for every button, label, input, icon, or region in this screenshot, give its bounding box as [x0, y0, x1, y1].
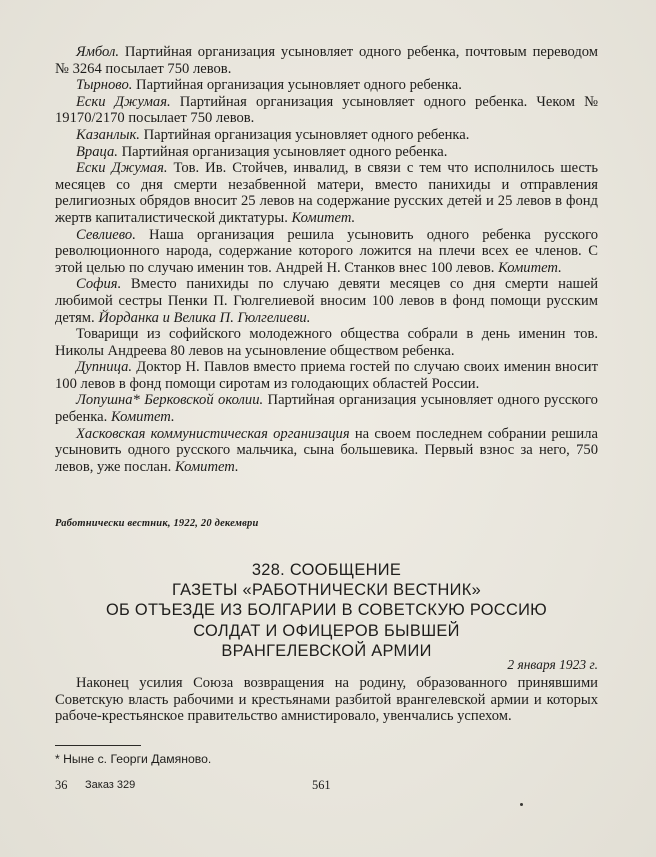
footnote: * Ныне с. Георги Дамяново. [55, 752, 212, 766]
print-speck [520, 803, 523, 806]
footnote-rule [55, 745, 141, 746]
place-name: Севлиево. [76, 226, 136, 243]
news-paragraph [55, 44, 598, 77]
news-paragraph [55, 94, 598, 127]
title-line-5: ВРАНГЕЛЕВСКОЙ АРМИИ [221, 641, 432, 660]
place-name: Ески Джумая. [76, 160, 168, 177]
paragraph-text: Тов. Ив. Стойчев, инвалид, в связи с тем что исполнилось шесть месяцев со дня смерти незабвенной матери, вместо панихиды и отправления религиозных обрядов вносит 25 левов на содержание русских детей и 25 левов в фонд жертв капиталистической диктатуры. [55, 160, 598, 226]
news-paragraph [55, 392, 598, 425]
place-name: Ямбол. [76, 44, 119, 60]
place-name: Казанлык. [76, 126, 140, 143]
news-paragraph [55, 77, 598, 94]
paragraph-text: на своем последнем собрании решила усыновить одного русского мальчика, сына большевика. Первый взнос за него, 750 левов, уже послан. [55, 425, 598, 475]
title-line-2: ГАЗЕТЫ «РАБОТНИЧЕСКИ ВЕСТНИК» [172, 581, 481, 600]
page-number: 561 [312, 778, 331, 792]
paragraph-text: Партийная организация усыновляет одного ребенка. [132, 77, 462, 94]
paragraph-text: Партийная организация усыновляет одного ребенка, почтовым переводом № 3264 посылает 750 левов. [55, 44, 598, 77]
document-body [55, 675, 598, 725]
news-paragraph [55, 127, 598, 144]
signature-number: 36 [55, 778, 68, 792]
paragraph-text: Партийная организация усыновляет одного русского ребенка. [55, 392, 598, 426]
news-paragraph [55, 359, 598, 392]
news-paragraph [55, 227, 598, 277]
place-name: Дупница. [76, 359, 133, 376]
title-line-1: 328. СООБЩЕНИЕ [251, 561, 402, 579]
source-citation: Работнически вестник, 1922, 20 декември [55, 518, 259, 529]
signature: Комитет. [498, 259, 562, 276]
paragraph-text: Партийная организация усыновляет одного ребенка. Чеком № 19170/2170 посылает 750 левов. [55, 93, 599, 127]
news-paragraph [55, 426, 598, 476]
paragraph-text: Доктор Н. Павлов вместо приема гостей по случаю своих именин вносит 100 левов в фонд помощи сиротам из голодающих областей России. [55, 359, 598, 392]
article-body [55, 44, 598, 475]
news-paragraph [55, 326, 598, 359]
signature: Комитет. [110, 409, 175, 426]
news-paragraph [55, 144, 598, 161]
news-paragraph [55, 276, 598, 326]
paragraph-text: Товарищи из софийского молодежного общества собрали в день именин тов. Николы Андреева 80 левов на усыновление обществом ребенка. [55, 326, 598, 359]
place-name: Ески Джумая. [76, 93, 171, 110]
paragraph-text: Партийная организация усыновляет одного ребенка. [117, 143, 448, 160]
place-name: Тырново. [76, 77, 133, 94]
title-line-3: ОБ ОТЪЕЗДЕ ИЗ БОЛГАРИИ В СОВЕТСКУЮ РОССИЮ [105, 601, 548, 620]
news-paragraph [55, 160, 598, 226]
document-title [55, 560, 598, 661]
print-order: Заказ 329 [85, 779, 136, 791]
signature: Комитет. [291, 209, 356, 226]
signature: Йорданка и Велика П. Гюлгелиеви. [98, 309, 311, 326]
place-name: Лопушна* Берковской околии. [76, 392, 264, 409]
signature: Комитет. [174, 458, 239, 475]
document-paragraph: Наконец усилия Союза возвращения на родину, образованного принявшими Советскую власть рабочими и крестьянами разбитой врангелевской армии и которых рабоче-крестьянское правительство амнистировало, увенчались успехом. [55, 675, 598, 725]
place-name: Враца. [76, 143, 118, 160]
document-date: 2 января 1923 г. [507, 657, 598, 672]
place-name: София. [76, 276, 122, 293]
paragraph-text: Партийная организация усыновляет одного ребенка. [139, 126, 470, 143]
title-line-4: СОЛДАТ И ОФИЦЕРОВ БЫВШЕЙ [193, 621, 460, 640]
place-name: Хасковская коммунистическая организация [76, 425, 350, 442]
paragraph-text: Вместо панихиды по случаю девяти месяцев со дня смерти нашей любимой сестры Пенки П. Гюлгелиевой вносим 100 левов в фонд помощи русским детям. [55, 276, 598, 326]
paragraph-text: Наша организация решила усыновить одного ребенка русского революционного народа, содержание которого ложится на плечи всех ее членов. С этой целью по случаю именин тов. Андрей Н. Станков внес 100 левов. [55, 226, 598, 276]
